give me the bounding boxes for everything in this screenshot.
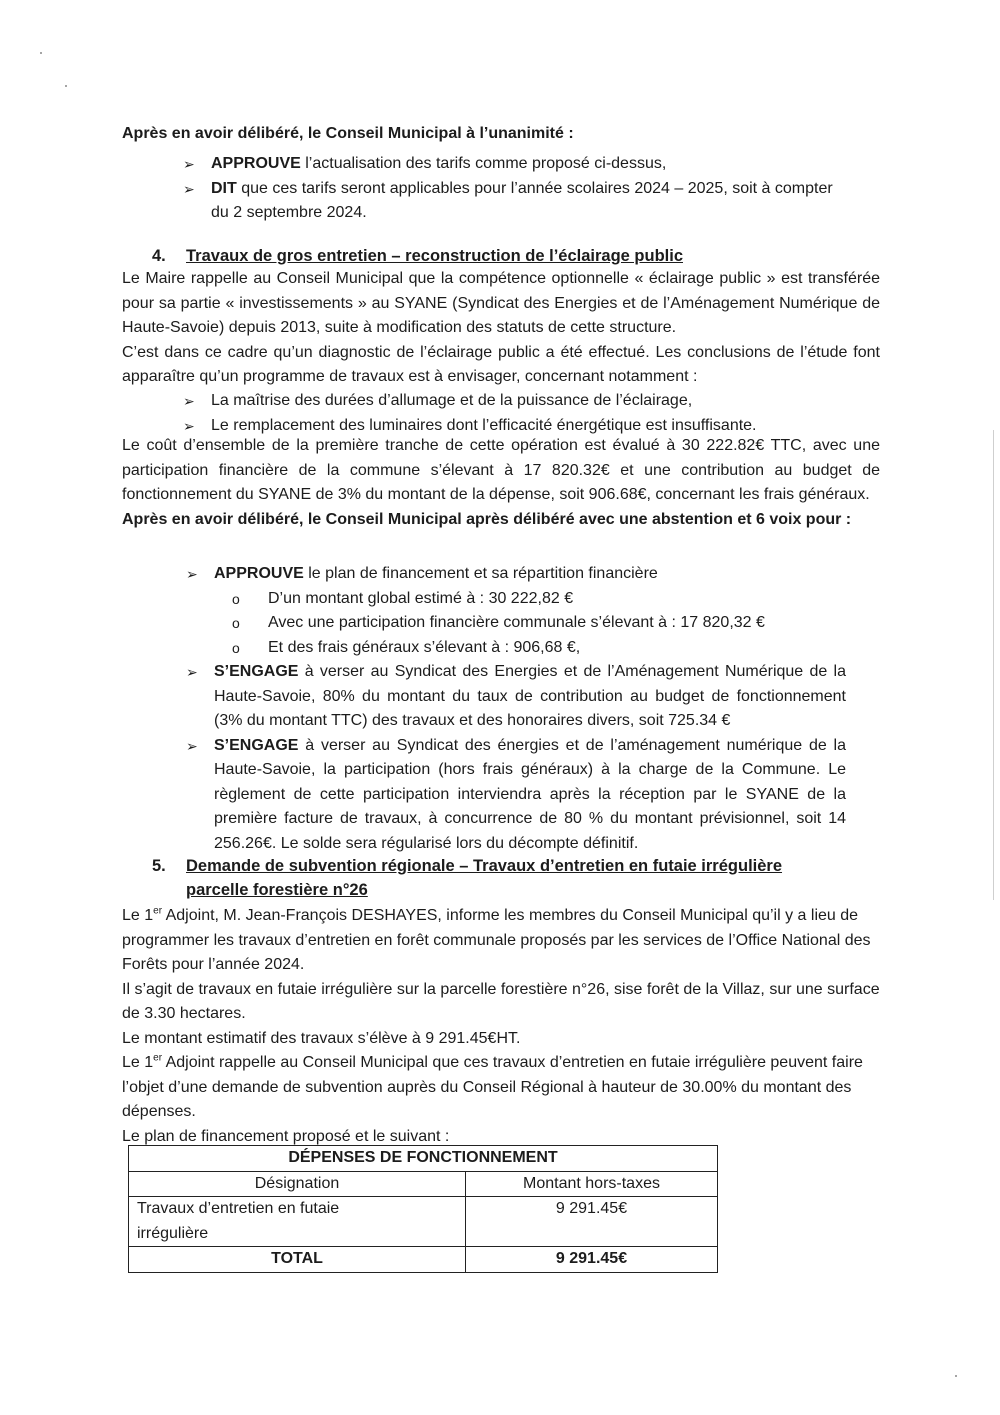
decision-keyword: APPROUVE	[214, 565, 304, 582]
paragraph	[122, 904, 882, 978]
scan-speck	[65, 85, 67, 87]
paragraph: Le Maire rappelle au Conseil Municipal que la compétence optionnelle « éclairage public » est transférée pour sa partie « investissements » au SYANE (Syndicat des Energies et de l’Aménagement Numérique de Haute-Savoie) depuis 2013, suite à modification des statuts de cette structure.	[122, 270, 880, 336]
section-4-decisions	[186, 562, 846, 856]
arrow-bullet-icon: ➢	[183, 180, 195, 197]
table-header-row	[129, 1171, 718, 1197]
paragraph: Le coût d’ensemble de la première tranche de cette opération est évalué à 30 222.82€ TTC, avec une participation financière de la commune s’élevant à 17 820.32€ et une contribution au budget de fonctionnement du SYANE de 3% du montant de la dépense, soit 906.68€, concernant les frais généraux.	[122, 437, 880, 503]
text: Le 1	[122, 1054, 154, 1071]
arrow-bullet-icon: ➢	[186, 737, 198, 754]
text: Adjoint rappelle au Conseil Municipal que ces travaux d’entretien en futaie irrégulière peuvent faire l’objet d’une demande de subvention auprès du Conseil Régional à hauteur de 30.00% du montant des dépenses.	[122, 1054, 863, 1120]
table-cell	[129, 1197, 466, 1247]
list-item	[183, 389, 883, 414]
intro-decision-list	[183, 152, 883, 226]
financing-table	[128, 1145, 718, 1273]
list-item-text: Le remplacement des luminaires dont l’efficacité énergétique est insuffisante.	[211, 416, 757, 434]
scan-speck	[955, 1375, 957, 1377]
decision-item	[183, 177, 883, 226]
circle-bullet-icon: o	[232, 639, 240, 656]
sub-item-text: D’un montant global estimé à : 30 222,82 €	[268, 589, 574, 607]
arrow-bullet-icon: ➢	[186, 664, 198, 680]
text: Le 1	[122, 907, 154, 924]
section-number: 4.	[152, 247, 166, 265]
sub-item	[232, 587, 846, 612]
sub-item	[232, 611, 846, 636]
scan-edge-line	[993, 430, 994, 900]
decision-text: le plan de financement et sa répartition financière	[303, 565, 658, 582]
scan-speck	[40, 52, 42, 54]
decision-keyword: S’ENGAGE	[214, 663, 299, 680]
sub-item-text: Et des frais généraux s’élevant à : 906,68 €,	[268, 638, 581, 656]
section-title-line-1: Demande de subvention régionale – Travaux d’entretien en futaie irrégulière	[186, 857, 783, 875]
section-number: 5.	[152, 857, 166, 875]
column-header: Désignation	[129, 1171, 466, 1197]
section-4-body	[122, 267, 880, 390]
section-title-line-2: parcelle forestière n°26	[186, 881, 368, 899]
sub-list	[232, 587, 846, 661]
cell-text: irrégulière	[137, 1224, 209, 1242]
sub-item	[232, 636, 846, 661]
table-row	[129, 1197, 718, 1247]
decision-header: Après en avoir délibéré, le Conseil Municipal après délibéré avec une abstention et 6 voix pour :	[122, 510, 852, 528]
decision-item	[186, 562, 846, 660]
total-value: 9 291.45€	[466, 1247, 718, 1273]
cell-text: Travaux d’entretien en futaie	[137, 1200, 340, 1217]
arrow-bullet-icon: ➢	[183, 156, 195, 172]
arrow-bullet-icon: ➢	[183, 417, 195, 434]
superscript: er	[153, 1052, 163, 1064]
column-header: Montant hors-taxes	[466, 1171, 718, 1197]
decision-item	[186, 734, 846, 857]
list-item-text: La maîtrise des durées d’allumage et de la puissance de l’éclairage,	[211, 392, 693, 409]
section-4-bullets	[183, 389, 883, 438]
table-cell: 9 291.45€	[466, 1197, 718, 1247]
total-label: TOTAL	[129, 1247, 466, 1273]
decision-keyword: DIT	[211, 179, 237, 197]
decision-text: que ces tarifs seront applicables pour l’année scolaires 2024 – 2025, soit à compter	[236, 179, 833, 197]
section-title: Travaux de gros entretien – reconstruction de l’éclairage public	[186, 247, 683, 265]
circle-bullet-icon: o	[232, 590, 240, 607]
table-caption: DÉPENSES DE FONCTIONNEMENT	[129, 1146, 718, 1172]
sub-item-text: Avec une participation financière communale s’élevant à : 17 820,32 €	[268, 614, 765, 631]
circle-bullet-icon: o	[232, 615, 240, 631]
paragraph: C’est dans ce cadre qu’un diagnostic de l’éclairage public a été effectué. Les conclusions de l’étude font apparaître qu’un programme de travaux est à envisager, concernant notamment :	[122, 343, 880, 385]
decision-text: l’actualisation des tarifs comme proposé ci-dessus,	[300, 155, 667, 172]
decision-text: à verser au Syndicat des énergies et de l’aménagement numérique de la Haute-Savoie, la participation (hors frais généraux) à la charge de la Commune. Le règlement de cette participation interviendra après la réception par le SYANE de la première facture de travaux, à concurrence de 80 % du montant prévisionnel, soit 14 256.26€. Le solde sera régularisé lors du décompte définitif.	[214, 736, 846, 852]
arrow-bullet-icon: ➢	[186, 566, 198, 582]
decision-item	[183, 152, 883, 177]
decision-text-continued: du 2 septembre 2024.	[211, 204, 367, 221]
section-4-cost	[122, 434, 880, 532]
intro-decision-header: Après en avoir délibéré, le Conseil Municipal à l’unanimité :	[122, 125, 574, 142]
decision-item	[186, 660, 846, 734]
paragraph: Le montant estimatif des travaux s’élève à 9 291.45€HT.	[122, 1029, 521, 1047]
section-4-heading	[152, 244, 683, 269]
text: Adjoint, M. Jean-François DESHAYES, informe les membres du Conseil Municipal qu’il y a lieu de programmer les travaux d’entretien en forêt communale proposés par les services de l’Office National des Forêts pour l’année 2024.	[122, 907, 871, 973]
section-5-heading	[152, 854, 782, 902]
paragraph	[122, 1051, 882, 1125]
table-caption-row	[129, 1146, 718, 1172]
decision-keyword: S’ENGAGE	[214, 736, 299, 754]
section-5-body	[122, 904, 882, 1149]
paragraph: Il s’agit de travaux en futaie irrégulière sur la parcelle forestière n°26, sise forêt de la Villaz, sur une surface de 3.30 hectares.	[122, 980, 880, 1022]
decision-text: à verser au Syndicat des Energies et de l’Aménagement Numérique de la Haute-Savoie, 80% du montant du taux de contribution au budget de fonctionnement (3% du montant TTC) des travaux et des honoraires divers, soit 725.34 €	[214, 663, 846, 729]
superscript: er	[153, 905, 163, 917]
table-total-row	[129, 1247, 718, 1273]
arrow-bullet-icon: ➢	[183, 393, 195, 409]
decision-keyword: APPROUVE	[211, 155, 301, 172]
paragraph: Le plan de financement proposé et le suivant :	[122, 1127, 450, 1145]
